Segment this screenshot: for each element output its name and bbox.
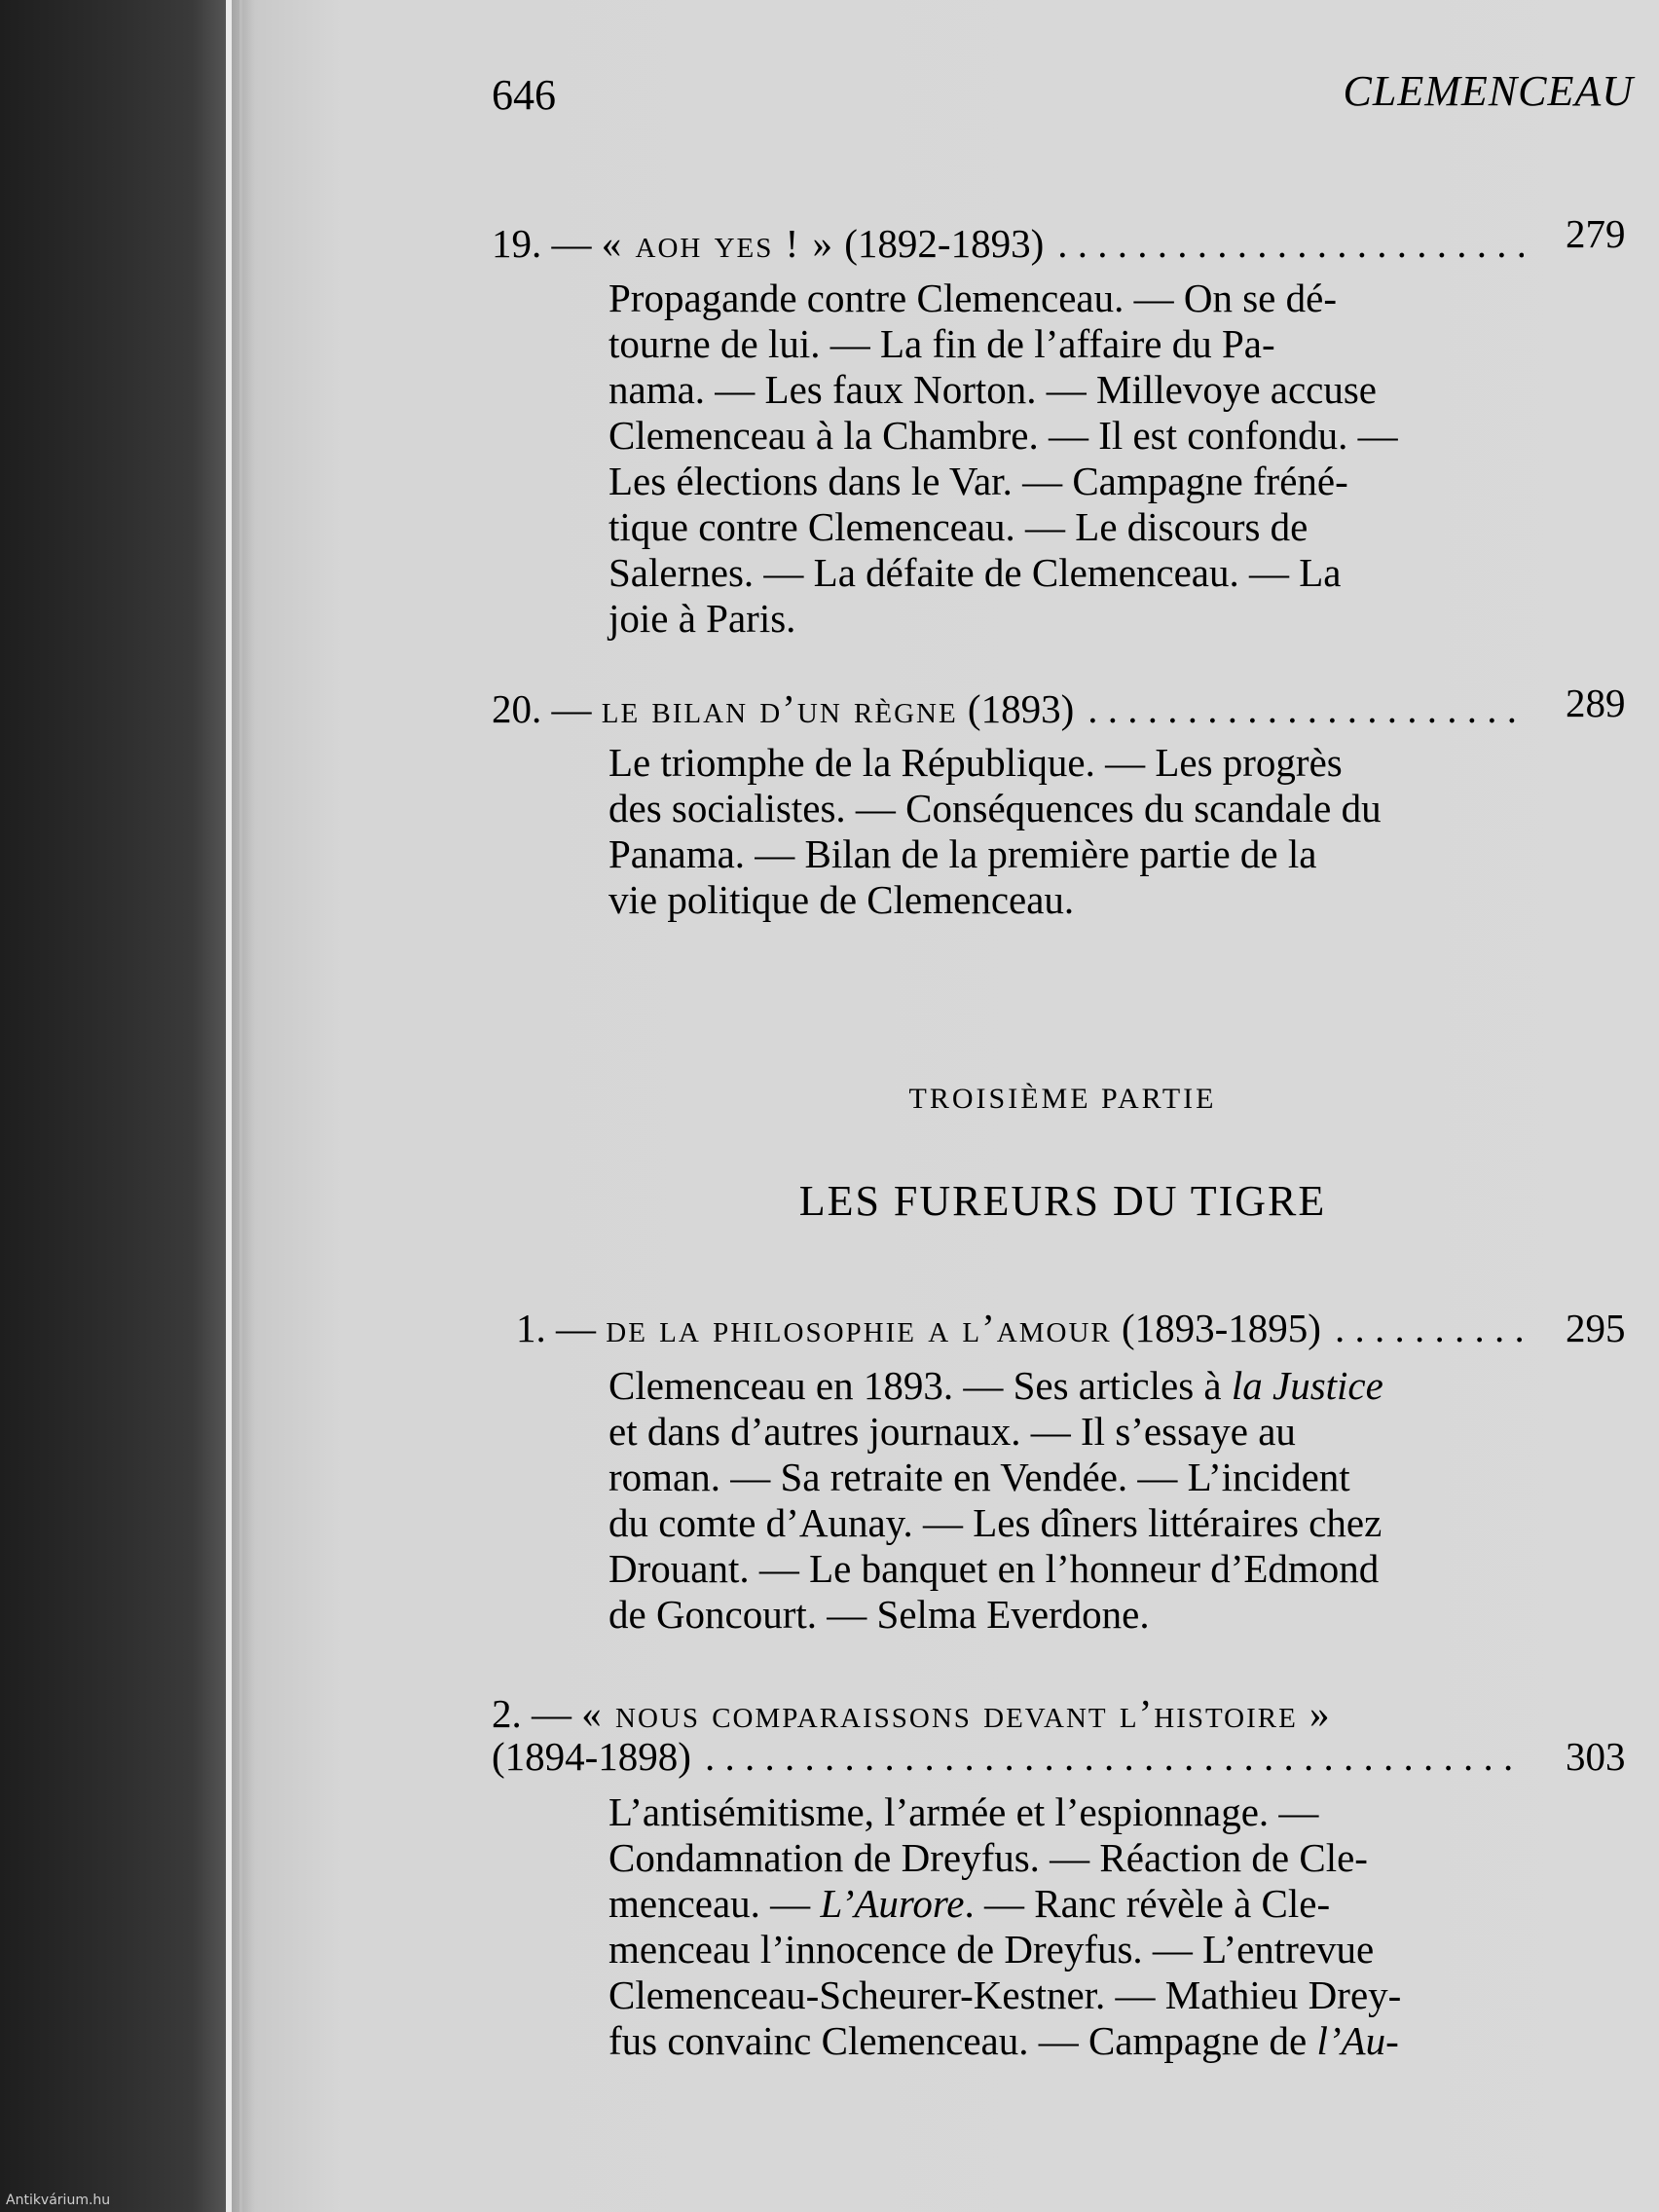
toc-entry-heading: [492, 685, 1524, 732]
summary-line: tourne de lui. — La fin de l’affaire du Pa-: [608, 321, 1275, 366]
entry-dates: (1893): [967, 686, 1075, 731]
entry-summary: [608, 740, 1524, 923]
entry-title: de la philosophie a l’amour: [606, 1306, 1112, 1350]
summary-line: Condamnation de Dreyfus. — Réaction de Cle-: [608, 1835, 1368, 1880]
book-spine-shadow: [0, 0, 226, 2212]
entry-summary: [608, 276, 1524, 642]
toc-entry-heading-continued: [492, 1733, 1524, 1780]
page-edge-line: [240, 0, 242, 2212]
entry-title: « nous comparaissons devant l’histoire »: [581, 1691, 1332, 1736]
summary-text: menceau. —: [608, 1881, 821, 1926]
entry-summary: [608, 1789, 1524, 2064]
running-header: [492, 67, 1634, 129]
summary-line: Drouant. — Le banquet en l’honneur d’Edmond: [608, 1546, 1380, 1591]
summary-line: Salernes. — La défaite de Clemenceau. — La: [608, 550, 1342, 595]
entry-page-ref: 289: [1566, 681, 1626, 725]
toc-entry-heading: [516, 1305, 1524, 1351]
summary-text: Clemenceau en 1893. — Ses articles à: [608, 1363, 1232, 1408]
entry-dash: —: [551, 221, 592, 266]
entry-number: 19.: [492, 221, 542, 266]
entry-dash: —: [551, 686, 592, 731]
summary-line: Les élections dans le Var. — Campagne fréné-: [608, 459, 1348, 503]
summary-line: et dans d’autres journaux. — Il s’essaye au: [608, 1409, 1296, 1454]
entry-title: « aoh yes ! »: [601, 221, 835, 266]
entry-page-ref: 295: [1566, 1306, 1626, 1350]
summary-line: [608, 1363, 1524, 1409]
running-title: CLEMENCEAU: [1343, 67, 1634, 115]
entry-dash: —: [532, 1691, 571, 1736]
summary-line: vie politique de Clemenceau.: [608, 877, 1075, 922]
summary-line: joie à Paris.: [608, 596, 796, 641]
watermark: Antikvárium.hu: [6, 2193, 111, 2208]
summary-line: menceau l’innocence de Dreyfus. — L’entrevue: [608, 1927, 1375, 1972]
dot-leader: [705, 1733, 1524, 1780]
summary-line: roman. — Sa retraite en Vendée. — L’incident: [608, 1455, 1350, 1499]
summary-line: tique contre Clemenceau. — Le discours de: [608, 504, 1309, 549]
summary-line: des socialistes. — Conséquences du scandale du: [608, 786, 1382, 830]
summary-line: de Goncourt. — Selma Everdone.: [608, 1592, 1150, 1637]
summary-line: [608, 2018, 1524, 2064]
summary-line: Le triomphe de la République. — Les progrès: [608, 740, 1343, 785]
entry-dates: (1893-1895): [1121, 1306, 1321, 1350]
summary-italic: L’Aurore: [820, 1881, 965, 1926]
dot-leader: [1057, 220, 1524, 267]
part-title: LES FUREURS DU TIGRE: [798, 1177, 1327, 1225]
entry-number: 20.: [492, 686, 542, 731]
summary-line: Propagande contre Clemenceau. — On se dé-: [608, 276, 1337, 320]
entry-number: 1.: [516, 1306, 546, 1350]
entry-summary: [608, 1363, 1524, 1638]
summary-line: nama. — Les faux Norton. — Millevoye accuse: [608, 367, 1378, 412]
summary-text: . — Ranc révèle à Cle-: [964, 1881, 1331, 1926]
summary-line: du comte d’Aunay. — Les dîners littéraires chez: [608, 1500, 1382, 1545]
entry-title: le bilan d’un règne: [601, 686, 958, 731]
toc-entry-heading: [492, 220, 1524, 267]
dot-leader: [1335, 1305, 1524, 1351]
entry-page-ref: 303: [1566, 1734, 1626, 1779]
summary-line: [608, 1881, 1524, 1927]
entry-dates: (1892-1893): [844, 221, 1045, 266]
summary-italic: l’Au-: [1316, 2018, 1399, 2063]
entry-dates: (1894-1898): [492, 1734, 691, 1779]
part-label: TROISIÈME PARTIE: [908, 1083, 1217, 1115]
summary-line: Clemenceau-Scheurer-Kestner. — Mathieu Drey-: [608, 1972, 1402, 2017]
toc-entry-heading: [492, 1690, 1524, 1737]
summary-line: Panama. — Bilan de la première partie de la: [608, 831, 1317, 876]
summary-italic: la Justice: [1231, 1363, 1383, 1408]
entry-number: 2.: [492, 1691, 522, 1736]
entry-dash: —: [556, 1306, 596, 1350]
summary-line: L’antisémitisme, l’armée et l’espionnage. —: [608, 1789, 1319, 1834]
dot-leader: [1088, 685, 1524, 732]
summary-text: fus convainc Clemenceau. — Campagne de: [608, 2018, 1317, 2063]
entry-page-ref: 279: [1566, 211, 1626, 256]
summary-line: Clemenceau à la Chambre. — Il est confondu. —: [608, 413, 1398, 458]
page-number: 646: [492, 71, 556, 119]
page-edge: [226, 0, 232, 2212]
